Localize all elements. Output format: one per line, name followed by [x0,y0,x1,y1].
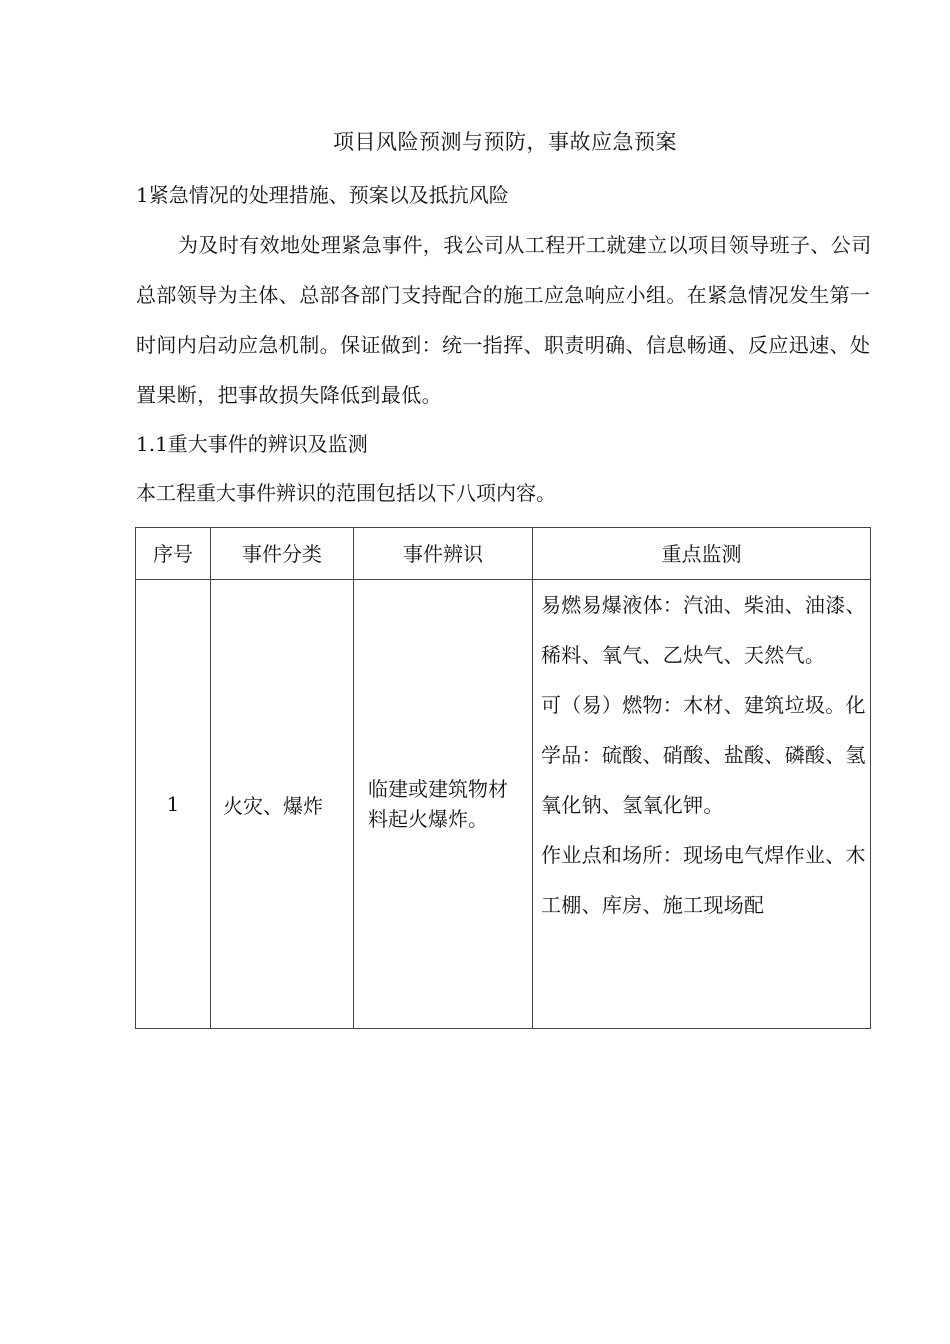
cell-seq: 1 [136,580,211,1029]
table-row [136,580,871,1029]
cell-monitoring [533,580,871,1029]
document-title: 项目风险预测与预防，事故应急预案 [333,130,677,154]
monitoring-item-combustibles: 可（易）燃物：木材、建筑垃圾。化学品：硫酸、硝酸、盐酸、磷酸、氢氧化钠、氢氧化钾。 [541,693,866,817]
event-identification-table [135,527,871,1029]
section-1-paragraph: 为及时有效地处理紧急事件，我公司从工程开工就建立以项目领导班子、公司总部领导为主体、总部各部门支持配合的施工应急响应小组。在紧急情况发生第一时间内启动应急机制。保证做到：统一指挥、职责明确、信息畅通、反应迅速、处置果断，把事故损失降低到最低。 [136,233,872,407]
monitoring-item-liquids: 易燃易爆液体：汽油、柴油、油漆、稀料、氧气、乙炔气、天然气。 [541,593,866,667]
header-category: 事件分类 [211,528,354,580]
monitoring-item-sites: 作业点和场所：现场电气焊作业、木工棚、库房、施工现场配 [541,843,866,917]
section-1-heading: 1紧急情况的处理措施、预案以及抵抗风险 [136,183,509,207]
header-monitoring: 重点监测 [533,528,871,580]
header-identification: 事件辨识 [354,528,533,580]
section-1-1-intro: 本工程重大事件辨识的范围包括以下八项内容。 [136,481,556,505]
cell-category: 火灾、爆炸 [211,580,354,1029]
section-1-1-heading: 1.1重大事件的辨识及监测 [136,432,368,456]
table-header-row [136,528,871,580]
cell-identification: 临建或建筑物材料起火爆炸。 [354,580,533,1029]
header-seq: 序号 [136,528,211,580]
